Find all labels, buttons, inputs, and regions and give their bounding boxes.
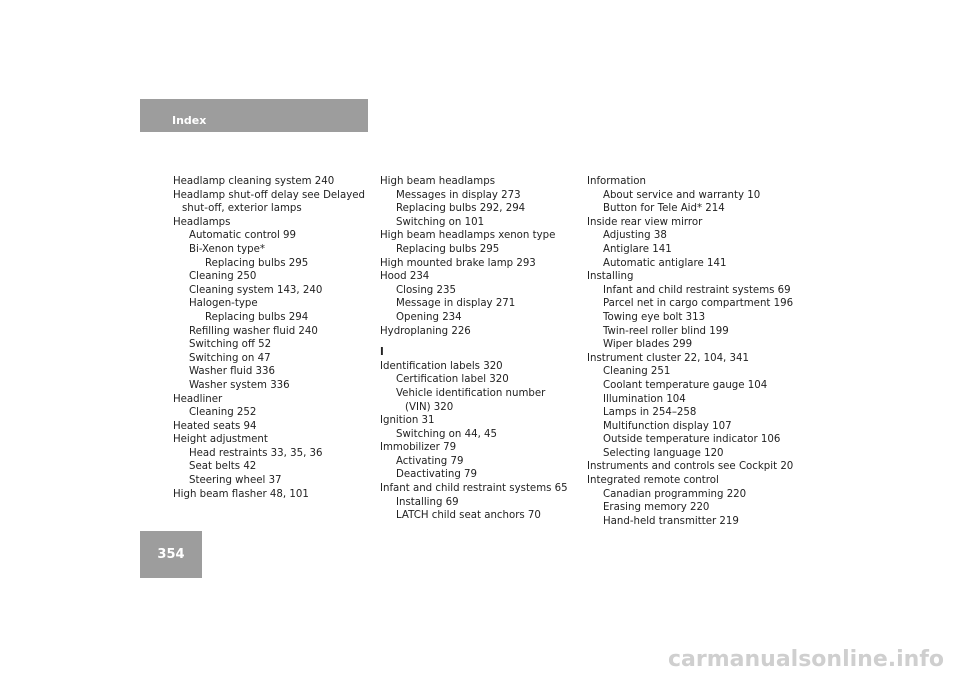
index-entry: Opening 234 <box>396 311 462 323</box>
index-entry: Cleaning system 143, 240 <box>189 284 323 296</box>
index-entry: Activating 79 <box>396 455 464 467</box>
index-entry: Cleaning 252 <box>189 407 257 419</box>
index-entry: Vehicle identification number <box>396 387 546 399</box>
index-entry: High beam headlamps <box>380 176 495 187</box>
index-entry: Halogen-type <box>189 298 258 310</box>
index-entry: Headlamp cleaning system 240 <box>173 176 335 187</box>
index-entry: Head restraints 33, 35, 36 <box>189 447 323 459</box>
index-entry: Illumination 104 <box>603 393 686 405</box>
index-entry: shut-off, exterior lamps <box>182 203 302 215</box>
section-title: Index <box>172 114 207 127</box>
page-number: 354 <box>157 547 185 562</box>
index-entry: Heated seats 94 <box>173 420 257 432</box>
index-entry: Messages in display 273 <box>396 189 521 201</box>
index-entry: High beam flasher 48, 101 <box>173 488 309 500</box>
index-entry: Multifunction display 107 <box>603 420 732 432</box>
index-entry: High mounted brake lamp 293 <box>380 257 536 269</box>
index-entry: Hand-held transmitter 219 <box>603 515 739 527</box>
index-entry: Coolant temperature gauge 104 <box>603 379 768 391</box>
index-entry: Replacing bulbs 294 <box>205 311 309 323</box>
index-entry: Instruments and controls see Cockpit 20 <box>587 461 794 473</box>
index-entry: Information <box>587 176 646 187</box>
index-entry: Selecting language 120 <box>603 447 724 459</box>
index-entry: Headlamps <box>173 216 231 228</box>
index-entry: Wiper blades 299 <box>603 339 693 351</box>
index-entry: Ignition 31 <box>380 415 435 427</box>
index-entry: Automatic control 99 <box>189 230 296 242</box>
index-entry: Towing eye bolt 313 <box>603 311 706 323</box>
index-entry: Button for Tele Aid* 214 <box>603 203 725 215</box>
index-entry: High beam headlamps xenon type <box>380 230 556 242</box>
index-entry: Message in display 271 <box>396 298 516 310</box>
index-entry: Installing <box>587 271 634 283</box>
index-entry: Adjusting 38 <box>603 230 667 242</box>
index-entry: Replacing bulbs 295 <box>396 243 500 255</box>
index-entry: Immobilizer 79 <box>380 442 457 454</box>
index-entry: Switching off 52 <box>189 339 272 351</box>
index-entry: Automatic antiglare 141 <box>603 257 727 269</box>
index-entry: Switching on 101 <box>396 216 485 228</box>
watermark: carmanualsonline.info <box>668 647 944 672</box>
index-entry: Deactivating 79 <box>396 469 478 481</box>
index-entry: Headliner <box>173 393 223 405</box>
index-entry: Identification labels 320 <box>380 360 503 372</box>
index-entry: Replacing bulbs 295 <box>205 257 309 269</box>
index-entry: Erasing memory 220 <box>603 502 710 514</box>
index-column-2 <box>380 175 580 523</box>
index-entry: Replacing bulbs 292, 294 <box>396 203 526 215</box>
index-entry: Steering wheel 37 <box>189 475 282 487</box>
index-entry: Parcel net in cargo compartment 196 <box>603 298 794 310</box>
index-entry: Lamps in 254–258 <box>603 407 697 419</box>
index-entry: Cleaning 250 <box>189 271 257 283</box>
index-entry: Headlamp shut-off delay see Delayed <box>173 189 366 201</box>
index-entry: Inside rear view mirror <box>587 216 703 228</box>
index-entry: Bi-Xenon type* <box>189 243 266 255</box>
index-entry: LATCH child seat anchors 70 <box>396 510 541 522</box>
index-entry: Cleaning 251 <box>603 366 671 378</box>
index-entry: Infant and child restraint systems 65 <box>380 483 568 495</box>
index-spacer <box>380 338 580 346</box>
index-entry: Washer fluid 336 <box>189 366 275 378</box>
index-entry: Refilling washer fluid 240 <box>189 325 318 337</box>
index-entry: Seat belts 42 <box>189 461 257 473</box>
index-entry: Height adjustment <box>173 434 268 446</box>
index-entry: Antiglare 141 <box>603 243 672 255</box>
index-letter-heading: I <box>380 347 384 359</box>
index-entry: Certification label 320 <box>396 374 509 386</box>
index-entry: Hood 234 <box>380 271 430 283</box>
index-entry: Infant and child restraint systems 69 <box>603 284 791 296</box>
index-entry: Twin-reel roller blind 199 <box>603 325 729 337</box>
index-entry: About service and warranty 10 <box>603 189 761 201</box>
index-entry: Closing 235 <box>396 284 456 296</box>
index-entry: Switching on 47 <box>189 352 271 364</box>
index-column-3 <box>587 175 802 528</box>
index-entry: Switching on 44, 45 <box>396 428 498 440</box>
index-entry: (VIN) 320 <box>405 401 454 413</box>
index-entry: Installing 69 <box>396 496 459 508</box>
index-entry: Outside temperature indicator 106 <box>603 434 781 446</box>
index-entry: Hydroplaning 226 <box>380 325 471 337</box>
index-column-1 <box>173 175 368 501</box>
index-entry: Washer system 336 <box>189 379 290 391</box>
index-entry: Instrument cluster 22, 104, 341 <box>587 352 749 364</box>
index-entry: Canadian programming 220 <box>603 488 747 500</box>
index-entry: Integrated remote control <box>587 475 719 487</box>
